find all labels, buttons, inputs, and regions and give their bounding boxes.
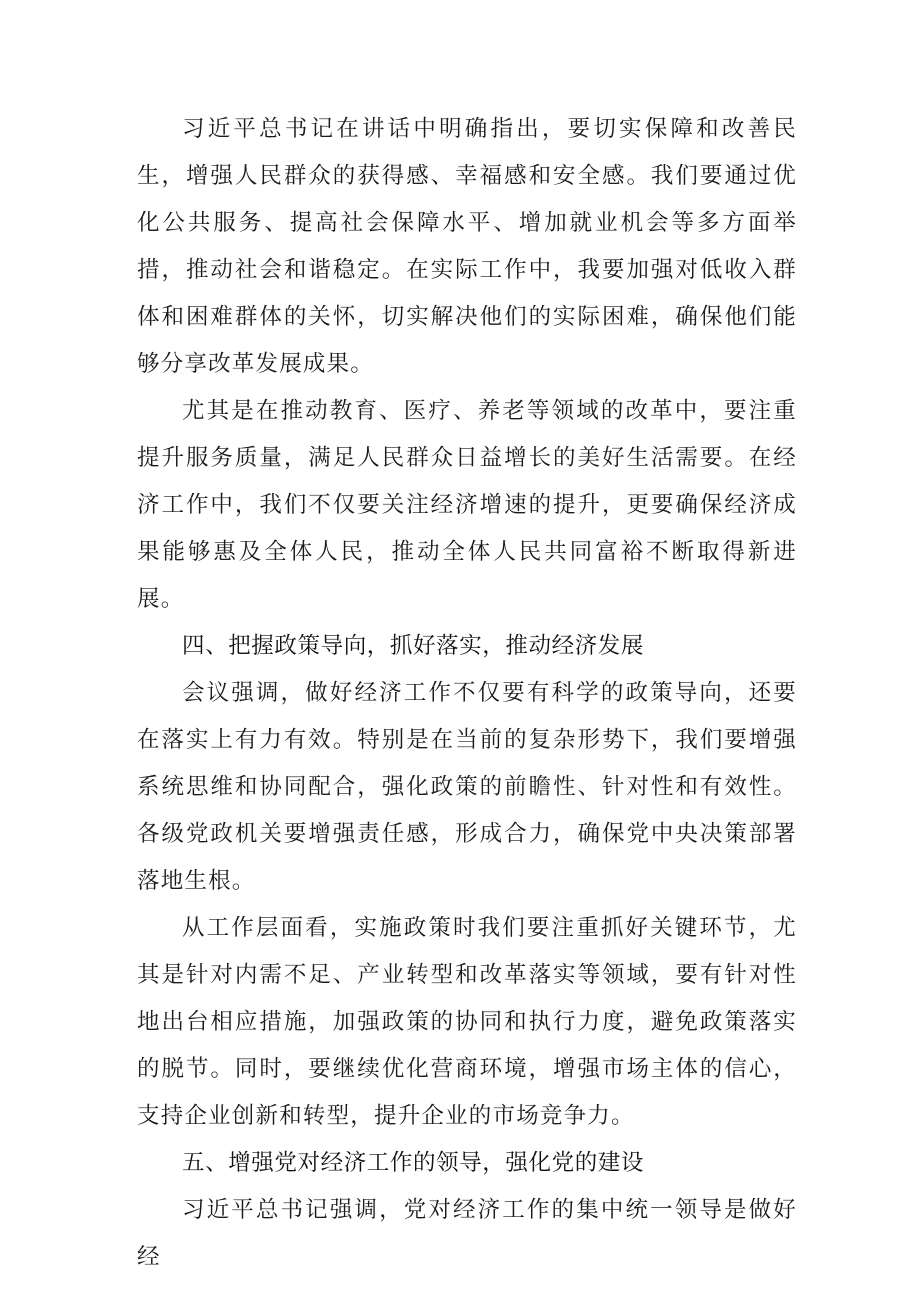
paragraph-reform-services: 尤其是在推动教育、医疗、养老等领域的改革中，要注重提升服务质量，满足人民群众日益增长的美好生活需要。在经济工作中，我们不仅要关注经济增速的提升，更要确保经济成果能够惠及全体人民，推动全体人民共同富裕不断取得新进展。: [137, 398, 797, 612]
section-heading-five: 五、增强党对经济工作的领导，强化党的建设: [182, 1150, 645, 1176]
paragraph-party-leadership: 习近平总书记强调，党对经济工作的集中统一领导是做好经: [137, 1197, 797, 1270]
paragraph-work-level: 从工作层面看，实施政策时我们要注重抓好关键环节，尤其是针对内需不足、产业转型和改革落实等领域，要有针对性地出台相应措施，加强政策的协同和执行力度，避免政策落实的脱节。同时，要继续优化营商环境，增强市场主体的信心，支持企业创新和转型，提升企业的市场竞争力。: [137, 915, 797, 1129]
section-heading-four: 四、把握政策导向，抓好落实，推动经济发展: [182, 633, 645, 659]
paragraph-people-livelihood: 习近平总书记在讲话中明确指出，要切实保障和改善民生，增强人民群众的获得感、幸福感和安全感。我们要通过优化公共服务、提高社会保障水平、增加就业机会等多方面举措，推动社会和谐稳定。在实际工作中，我要加强对低收入群体和困难群体的关怀，切实解决他们的实际困难，确保他们能够分享改革发展成果。: [137, 116, 797, 377]
paragraph-policy-implementation: 会议强调，做好经济工作不仅要有科学的政策导向，还要在落实上有力有效。特别是在当前的复杂形势下，我们要增强系统思维和协同配合，强化政策的前瞻性、针对性和有效性。各级党政机关要增强责任感，形成合力，确保党中央决策部署落地生根。: [137, 680, 797, 894]
document-body: [137, 106, 797, 1281]
